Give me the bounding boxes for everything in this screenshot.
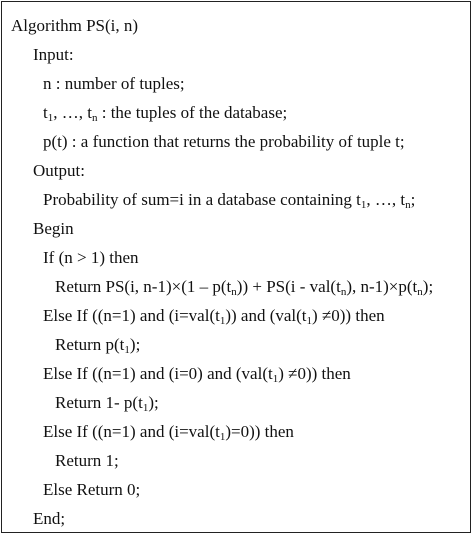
line-text: ); (148, 393, 159, 412)
subscript: 1 (124, 344, 130, 356)
subscript: n (91, 112, 98, 124)
line-text: )=0)) then (225, 422, 294, 441)
subscript: 1 (272, 373, 279, 385)
algorithm-line-16 (55, 451, 119, 471)
line-text: Algorithm PS(i, n) (11, 16, 139, 35)
line-text: End; (33, 509, 66, 528)
algorithm-line-6 (33, 161, 85, 181)
algorithm-line-11 (43, 306, 385, 326)
algorithm-line-5 (43, 132, 405, 152)
line-text: ; (410, 190, 416, 209)
line-text: Return p(t (55, 335, 125, 354)
algorithm-line-8 (33, 219, 74, 239)
line-text: , …, t (53, 103, 92, 122)
algorithm-line-10 (55, 277, 433, 297)
line-text: Else If ((n=1) and (i=val(t (43, 422, 220, 441)
algorithm-line-1 (11, 16, 138, 36)
subscript: 1 (142, 402, 149, 414)
subscript: n (417, 286, 423, 298)
line-text: Input: (33, 45, 74, 64)
line-text: ), n-1)×p(t (346, 277, 418, 296)
algorithm-line-13 (43, 364, 351, 384)
line-text: ); (129, 335, 141, 354)
line-text: p(t) : a function that returns the probability of tuple t; (43, 132, 405, 151)
subscript: n (231, 286, 237, 298)
subscript: n (340, 286, 347, 298)
subscript: 1 (360, 199, 367, 211)
algorithm-line-17 (43, 480, 140, 500)
algorithm-line-4 (43, 103, 287, 123)
subscript: 1 (219, 315, 226, 327)
algorithm-line-7 (43, 190, 415, 210)
line-text: Probability of sum=i in a database containing t (43, 190, 361, 209)
algorithm-line-2 (33, 45, 74, 65)
line-text: t (43, 103, 48, 122)
algorithm-line-15 (43, 422, 294, 442)
line-text: Return PS(i, n-1)×(1 – p(t (55, 277, 232, 296)
line-text: n : number of tuples; (43, 74, 185, 93)
line-text: )) + PS(i - val(t (236, 277, 341, 296)
line-text: ) ≠0)) then (312, 306, 385, 325)
algorithm-line-3 (43, 74, 185, 94)
line-text: Else If ((n=1) and (i=val(t (43, 306, 220, 325)
line-text: Output: (33, 161, 85, 180)
algorithm-line-9 (43, 248, 139, 268)
line-text: Begin (33, 219, 74, 238)
line-text: Else If ((n=1) and (i=0) and (val(t (43, 364, 273, 383)
algorithm-line-12 (55, 335, 140, 355)
line-text: , …, t (366, 190, 406, 209)
subscript: 1 (219, 431, 226, 443)
subscript: 1 (47, 112, 54, 124)
line-text: If (n > 1) then (43, 248, 139, 267)
line-text: ); (422, 277, 434, 296)
line-text: : the tuples of the database; (97, 103, 288, 122)
subscript: n (405, 199, 411, 211)
line-text: )) and (val(t (225, 306, 307, 325)
algorithm-box (1, 1, 471, 533)
algorithm-line-18 (33, 509, 65, 529)
subscript: 1 (306, 315, 313, 327)
line-text: Return 1; (55, 451, 119, 470)
line-text: Else Return 0; (43, 480, 141, 499)
line-text: ) ≠0)) then (278, 364, 351, 383)
line-text: Return 1- p(t (55, 393, 143, 412)
algorithm-line-14 (55, 393, 159, 413)
